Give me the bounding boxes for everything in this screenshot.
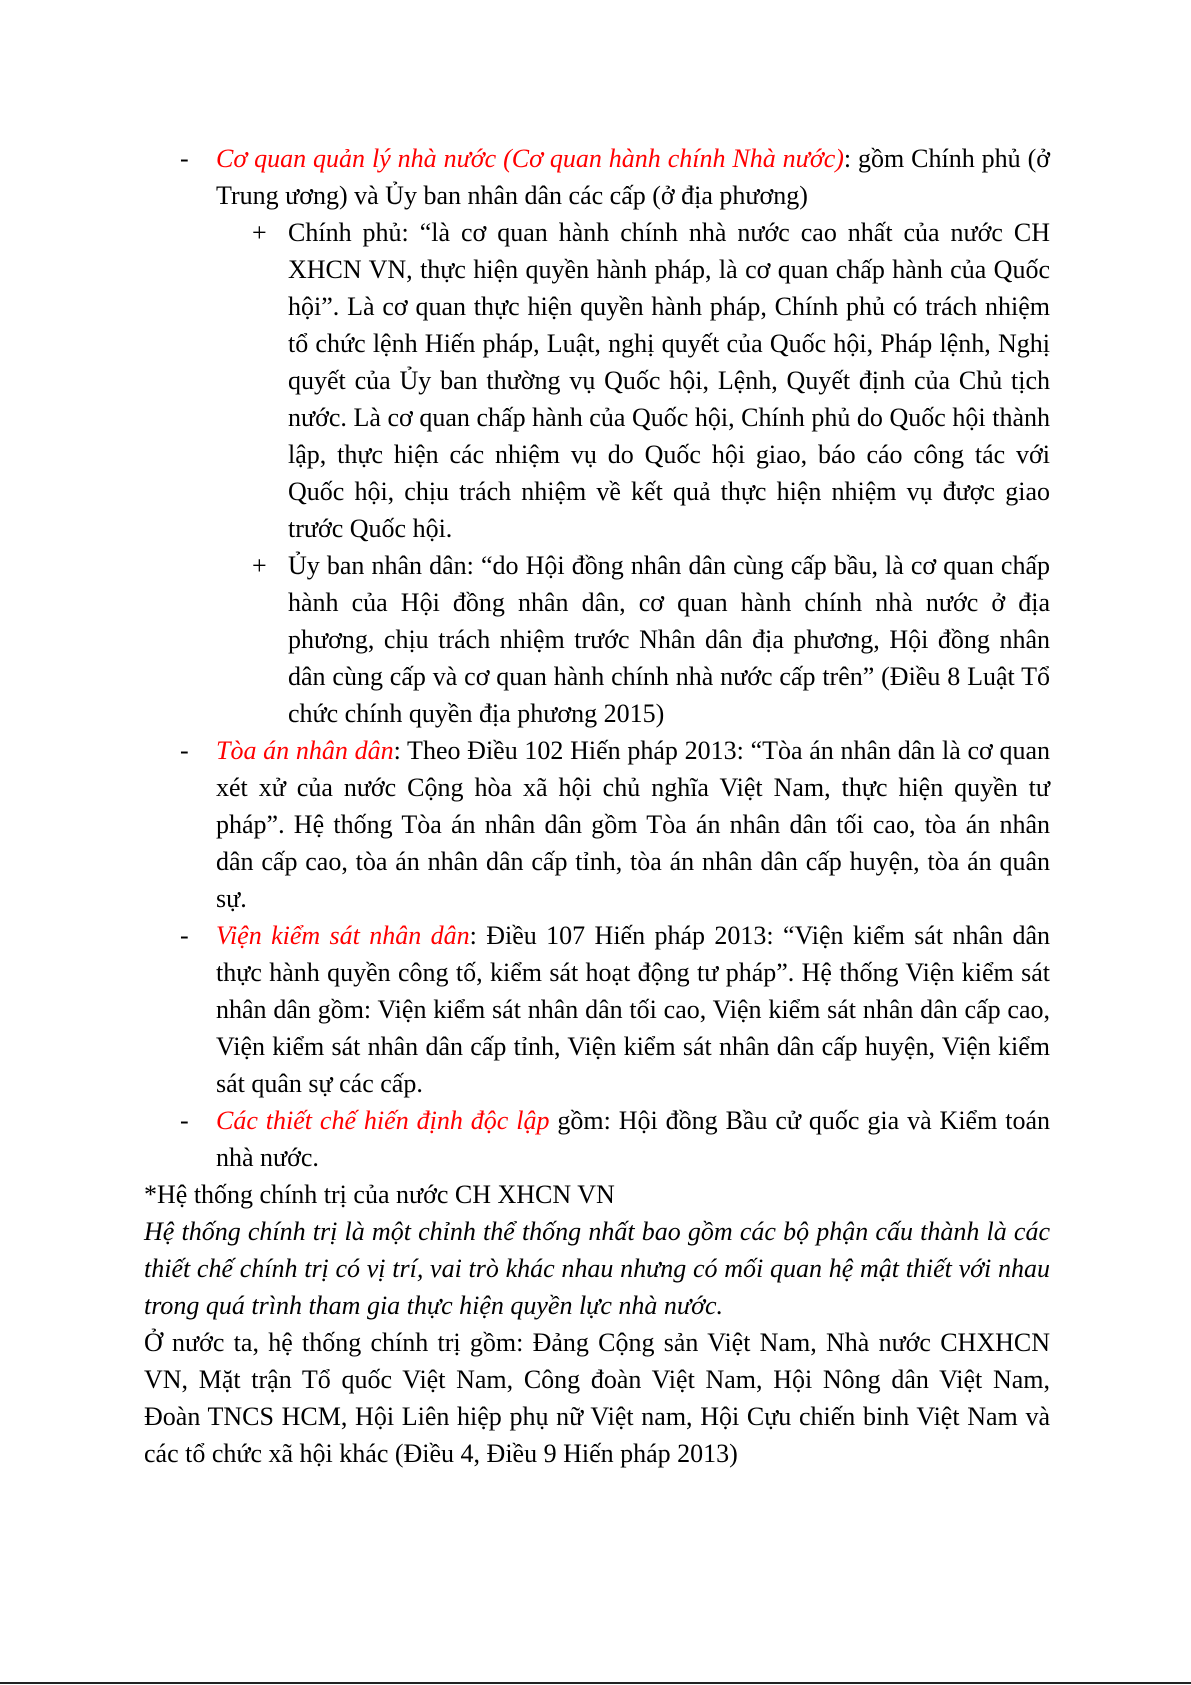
- plus-bullet: +: [252, 218, 267, 247]
- dash-bullet: -: [180, 144, 189, 173]
- list-item-procuracy: [144, 917, 1050, 1102]
- sub-item-peoples-committee: [144, 547, 1050, 732]
- term-procuracy: Viện kiểm sát nhân dân: [216, 921, 470, 950]
- list-item-state-administration: [144, 140, 1050, 214]
- term-peoples-court: Tòa án nhân dân: [216, 736, 394, 765]
- page-bottom-border: [0, 1682, 1191, 1684]
- dash-bullet: -: [180, 736, 189, 765]
- document-body: [144, 140, 1050, 1472]
- sub-item-government: [144, 214, 1050, 547]
- dash-bullet: -: [180, 921, 189, 950]
- definition-paragraph: Hệ thống chính trị là một chỉnh thể thống nhất bao gồm các bộ phận cấu thành là các thiết chế chính trị có vị trí, vai trò khác nhau nhưng có mối quan hệ mật thiết với nhau trong quá trình tham gia thực hiện quyền lực nhà nước.: [144, 1217, 1050, 1320]
- plus-bullet: +: [252, 551, 267, 580]
- item-text: : Theo Điều 102 Hiến pháp 2013: “Tòa án nhân dân là cơ quan xét xử của nước Cộng hòa xã hội chủ nghĩa Việt Nam, thực hiện quyền tư pháp”. Hệ thống Tòa án nhân dân gồm Tòa án nhân dân tối cao, tòa án nhân dân cấp cao, tòa án nhân dân cấp tỉnh, tòa án nhân dân cấp huyện, tòa án quân sự.: [216, 736, 1050, 913]
- list-item-peoples-court: [144, 732, 1050, 917]
- item-text: : gồm Chính phủ (ở Trung ương) và Ủy ban nhân dân các cấp (ở địa phương): [216, 144, 1050, 210]
- list-item-independent-institutions: [144, 1102, 1050, 1176]
- term-independent-institutions: Các thiết chế hiến định độc lập: [216, 1106, 550, 1135]
- section-heading: *Hệ thống chính trị của nước CH XHCN VN: [144, 1180, 615, 1209]
- term-state-administration: Cơ quan quản lý nhà nước (Cơ quan hành chính Nhà nước): [216, 144, 844, 173]
- sub-item-text: Chính phủ: “là cơ quan hành chính nhà nước cao nhất của nước CH XHCN VN, thực hiện quyền hành pháp, là cơ quan chấp hành của Quốc hội”. Là cơ quan thực hiện quyền hành pháp, Chính phủ có trách nhiệm tổ chức lệnh Hiến pháp, Luật, nghị quyết của Quốc hội, Pháp lệnh, Nghị quyết của Ủy ban thường vụ Quốc hội, Lệnh, Quyết định của Chủ tịch nước. Là cơ quan chấp hành của Quốc hội, Chính phủ do Quốc hội thành lập, thực hiện các nhiệm vụ do Quốc hội giao, báo cáo công tác với Quốc hội, chịu trách nhiệm về kết quả thực hiện nhiệm vụ được giao trước Quốc hội.: [288, 218, 1050, 543]
- sub-item-text: Ủy ban nhân dân: “do Hội đồng nhân dân cùng cấp bầu, là cơ quan chấp hành của Hội đồng nhân dân, cơ quan hành chính nhà nước ở địa phương, chịu trách nhiệm trước Nhân dân địa phương, Hội đồng nhân dân cùng cấp và cơ quan hành chính nhà nước cấp trên” (Điều 8 Luật Tổ chức chính quyền địa phương 2015): [288, 551, 1050, 728]
- closing-paragraph: Ở nước ta, hệ thống chính trị gồm: Đảng Cộng sản Việt Nam, Nhà nước CHXHCN VN, Mặt trận Tổ quốc Việt Nam, Công đoàn Việt Nam, Hội Nông dân Việt Nam, Đoàn TNCS HCM, Hội Liên hiệp phụ nữ Việt nam, Hội Cựu chiến binh Việt Nam và các tổ chức xã hội khác (Điều 4, Điều 9 Hiến pháp 2013): [144, 1328, 1050, 1468]
- dash-bullet: -: [180, 1106, 189, 1135]
- item-text: : Điều 107 Hiến pháp 2013: “Viện kiểm sát nhân dân thực hành quyền công tố, kiểm sát hoạt động tư pháp”. Hệ thống Viện kiểm sát nhân dân gồm: Viện kiểm sát nhân dân tối cao, Viện kiểm sát nhân dân cấp cao, Viện kiểm sát nhân dân cấp tỉnh, Viện kiểm sát nhân dân cấp huyện, Viện kiểm sát quân sự các cấp.: [216, 921, 1050, 1098]
- item-text: gồm: Hội đồng Bầu cử quốc gia và Kiểm toán nhà nước.: [216, 1106, 1050, 1172]
